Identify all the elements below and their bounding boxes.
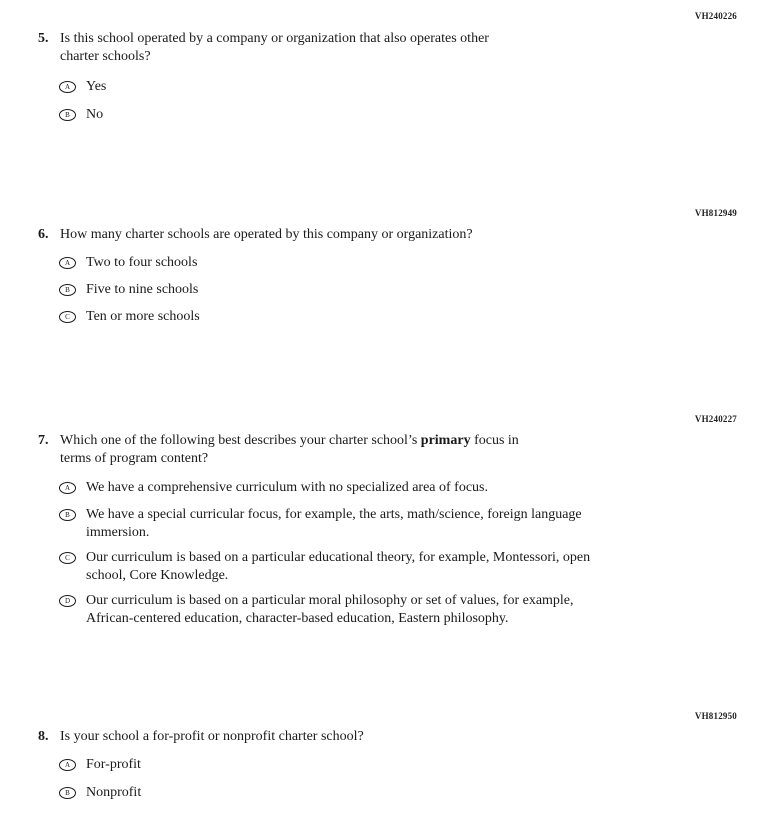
question-number: 7. [38,433,49,448]
answer-option [0,784,759,802]
answer-oval-b-icon[interactable]: B [59,284,76,296]
answer-oval-a-icon[interactable]: A [59,257,76,269]
question-5 [0,30,759,66]
question-number: 6. [38,227,49,242]
question-6 [0,226,759,244]
answer-option-label: Our curriculum is based on a particular moral philosophy or set of values, for example, African-centered education, character-based education, Eastern philosophy. [86,593,574,626]
question-number: 5. [38,31,49,46]
answer-option-label: For-profit [86,757,141,772]
answer-option-label: Our curriculum is based on a particular educational theory, for example, Montessori, open school, Core Knowledge. [86,550,591,583]
answer-option [0,254,759,272]
question-number: 8. [38,729,49,744]
answer-option-label: Five to nine schools [86,282,199,297]
answer-oval-c-icon[interactable]: C [59,552,76,564]
answer-oval-b-icon[interactable]: B [59,787,76,799]
question-text [60,226,473,244]
answer-option-label: Yes [86,79,107,94]
question-text [60,432,519,468]
question-text [60,728,364,746]
answer-option [0,592,759,628]
answer-option [0,479,759,497]
answer-oval-b-icon[interactable]: B [59,109,76,121]
answer-oval-b-icon[interactable]: B [59,509,76,521]
answer-option-label: Nonprofit [86,785,142,800]
answer-oval-a-icon[interactable]: A [59,81,76,93]
answer-option [0,308,759,326]
answer-option [0,106,759,124]
answer-option [0,281,759,299]
question-text-line: Which one of the following best describes your charter school’s primary focus in [60,433,519,448]
question-text-line: How many charter schools are operated by this company or organization? [60,227,473,242]
answer-option-label: We have a comprehensive curriculum with no specialized area of focus. [86,480,488,495]
question-code: VH240227 [694,414,737,424]
answer-option [0,506,759,542]
question-text [60,30,489,66]
answer-option [0,549,759,585]
answer-oval-a-icon[interactable]: A [59,759,76,771]
question-text-line: Is this school operated by a company or organization that also operates other [60,31,489,46]
question-text-line: Is your school a for-profit or nonprofit charter school? [60,729,364,744]
question-7 [0,432,759,468]
question-text-line: terms of program content? [60,451,209,466]
answer-option [0,756,759,774]
answer-option-label: No [86,107,104,122]
question-code: VH240226 [694,11,737,21]
question-code: VH812950 [694,711,737,721]
answer-oval-d-icon[interactable]: D [59,595,76,607]
bold-word: primary [420,433,471,448]
answer-option-label: Ten or more schools [86,309,200,324]
answer-oval-c-icon[interactable]: C [59,311,76,323]
question-text-line: charter schools? [60,49,151,64]
answer-option [0,78,759,96]
answer-option-label: We have a special curricular focus, for example, the arts, math/science, foreign language immersion. [86,507,582,540]
answer-oval-a-icon[interactable]: A [59,482,76,494]
question-8 [0,728,759,746]
question-code: VH812949 [694,208,737,218]
answer-option-label: Two to four schools [86,255,198,270]
